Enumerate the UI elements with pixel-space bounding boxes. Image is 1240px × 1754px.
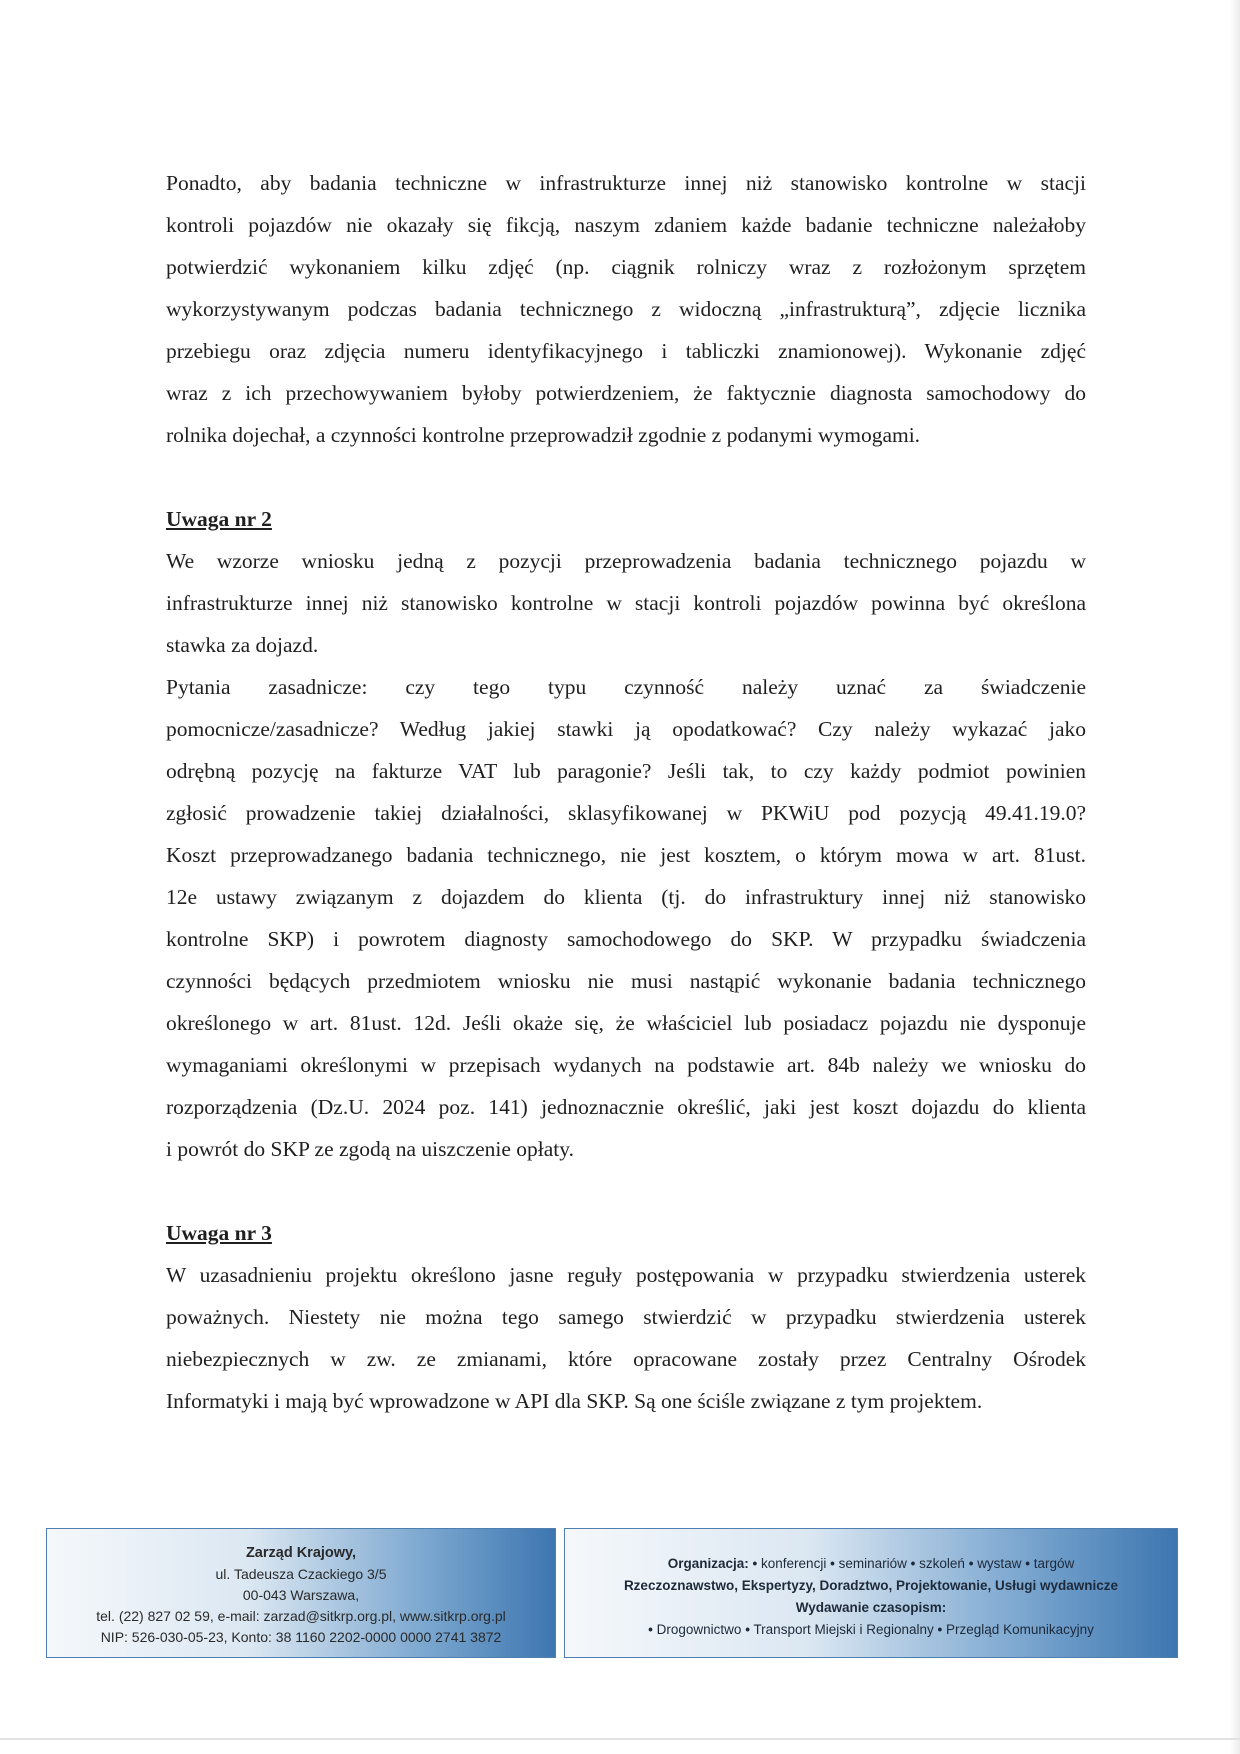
text-line: rolnika dojechał, a czynności kontrolne przeprowadził zgodnie z podanymi wymogami. — [166, 423, 921, 447]
text-line: określonego w art. 81ust. 12d. Jeśli okaże się, że właściciel lub posiadacz pojazdu nie dysponuje — [166, 1011, 1086, 1035]
footer-services: Rzeczoznawstwo, Ekspertyzy, Doradztwo, Projektowanie, Usługi wydawnicze — [623, 1578, 1119, 1593]
footer-address-box — [46, 1528, 556, 1658]
text-line: wraz z ich przechowywaniem byłoby potwierdzeniem, że faktycznie diagnosta samochodowy do — [166, 381, 1086, 405]
text-line: infrastrukturze innej niż stanowisko kontrolne w stacji kontroli pojazdów powinna być określona — [166, 591, 1086, 615]
text-line: poważnych. Niestety nie można tego samego stwierdzić w przypadku stwierdzenia usterek — [166, 1305, 1086, 1329]
text-line: potwierdzić wykonaniem kilku zdjęć (np. ciągnik rolniczy wraz z rozłożonym sprzętem — [166, 255, 1086, 279]
bullet-icon: • — [752, 1556, 758, 1571]
org-label: Organizacja: — [667, 1556, 749, 1571]
text-line: odrębną pozycję na fakturze VAT lub paragonie? Jeśli tak, to czy każdy podmiot powinien — [166, 759, 1086, 783]
org-item: wystaw — [977, 1556, 1022, 1571]
org-item: targów — [1033, 1556, 1075, 1571]
org-item: szkoleń — [919, 1556, 965, 1571]
page-edge-shadow — [1230, 0, 1240, 1754]
section-2-para-a — [166, 540, 1086, 666]
journal-item: Drogownictwo — [656, 1622, 742, 1637]
footer-activities-box — [564, 1528, 1178, 1658]
bullet-icon: • — [745, 1622, 750, 1637]
footer-street: ul. Tadeusza Czackiego 3/5 — [215, 1566, 387, 1582]
footer-publishing-label: Wydawanie czasopism: — [795, 1600, 947, 1615]
section-2-para-b — [166, 666, 1086, 1170]
text-line: zgłosić prowadzenie takiej działalności, sklasyfikowanej w PKWiU pod pozycją 49.41.19.0? — [166, 801, 1086, 825]
text-line: Ponadto, aby badania techniczne w infrastrukturze innej niż stanowisko kontrolne w stacji — [166, 171, 1086, 195]
journal-item: Transport Miejski i Regionalny — [753, 1622, 934, 1637]
bullet-icon: • — [1025, 1556, 1030, 1571]
footer-contact: tel. (22) 827 02 59, e-mail: zarzad@sitkrp.org.pl, www.sitkrp.org.pl — [96, 1608, 506, 1624]
text-line: pomocnicze/zasadnicze? Według jakiej stawki ją opodatkować? Czy należy wykazać jako — [166, 717, 1086, 741]
section-title-uwaga-3: Uwaga nr 3 — [166, 1221, 272, 1245]
text-line: W uzasadnieniu projektu określono jasne reguły postępowania w przypadku stwierdzenia usterek — [166, 1263, 1086, 1287]
document-body — [166, 162, 1086, 1422]
text-line: i powrót do SKP ze zgodą na uiszczenie opłaty. — [166, 1137, 574, 1161]
bullet-icon: • — [648, 1622, 653, 1637]
text-line: kontrolne SKP) i powrotem diagnosty samochodowego do SKP. W przypadku świadczenia — [166, 927, 1086, 951]
bullet-icon: • — [830, 1556, 835, 1571]
text-line: 12e ustawy związanym z dojazdem do klienta (tj. do infrastruktury innej niż stanowisko — [166, 885, 1086, 909]
footer-city: 00-043 Warszawa, — [242, 1587, 360, 1603]
section-title-uwaga-2: Uwaga nr 2 — [166, 507, 272, 531]
bullet-icon: • — [910, 1556, 916, 1571]
org-item: konferencji — [761, 1556, 827, 1571]
text-line: Informatyki i mają być wprowadzone w API dla SKP. Są one ściśle związane z tym projektem. — [166, 1389, 983, 1413]
text-line: czynności będących przedmiotem wniosku nie musi nastąpić wykonanie badania technicznego — [166, 969, 1086, 993]
footer-organization-line — [565, 1553, 1177, 1575]
bullet-icon: • — [937, 1622, 943, 1637]
footer-org-title: Zarząd Krajowy, — [245, 1545, 357, 1561]
journal-item: Przegląd Komunikacyjny — [946, 1622, 1094, 1637]
text-line: kontroli pojazdów nie okazały się fikcją, naszym zdaniem każde badanie techniczne należałoby — [166, 213, 1086, 237]
text-line: stawka za dojazd. — [166, 633, 319, 657]
bullet-icon: • — [968, 1556, 974, 1571]
text-line: Koszt przeprowadzanego badania technicznego, nie jest kosztem, o którym mowa w art. 81ust. — [166, 843, 1086, 867]
text-line: wymaganiami określonymi w przepisach wydanych na podstawie art. 84b należy we wniosku do — [166, 1053, 1086, 1077]
footer-journals-line — [565, 1619, 1177, 1641]
section-3-paragraph — [166, 1254, 1086, 1422]
text-line: niebezpiecznych w zw. ze zmianami, które opracowane zostały przez Centralny Ośrodek — [166, 1347, 1086, 1371]
text-line: We wzorze wniosku jedną z pozycji przeprowadzenia badania technicznego pojazdu w — [166, 549, 1086, 573]
footer-tax-bank: NIP: 526-030-05-23, Konto: 38 1160 2202-0000 0000 2741 3872 — [100, 1629, 502, 1645]
text-line: wykorzystywanym podczas badania technicznego z widoczną „infrastrukturą”, zdjęcie licznika — [166, 297, 1086, 321]
text-line: przebiegu oraz zdjęcia numeru identyfikacyjnego i tabliczki znamionowej). Wykonanie zdjęć — [166, 339, 1086, 363]
org-item: seminariów — [838, 1556, 907, 1571]
paragraph-1 — [166, 162, 1086, 456]
text-line: rozporządzenia (Dz.U. 2024 poz. 141) jednoznacznie określić, jaki jest koszt dojazdu do klienta — [166, 1095, 1086, 1119]
page-bottom-edge — [0, 1738, 1240, 1740]
text-line: Pytania zasadnicze: czy tego typu czynność należy uznać za świadczenie — [166, 675, 1086, 699]
